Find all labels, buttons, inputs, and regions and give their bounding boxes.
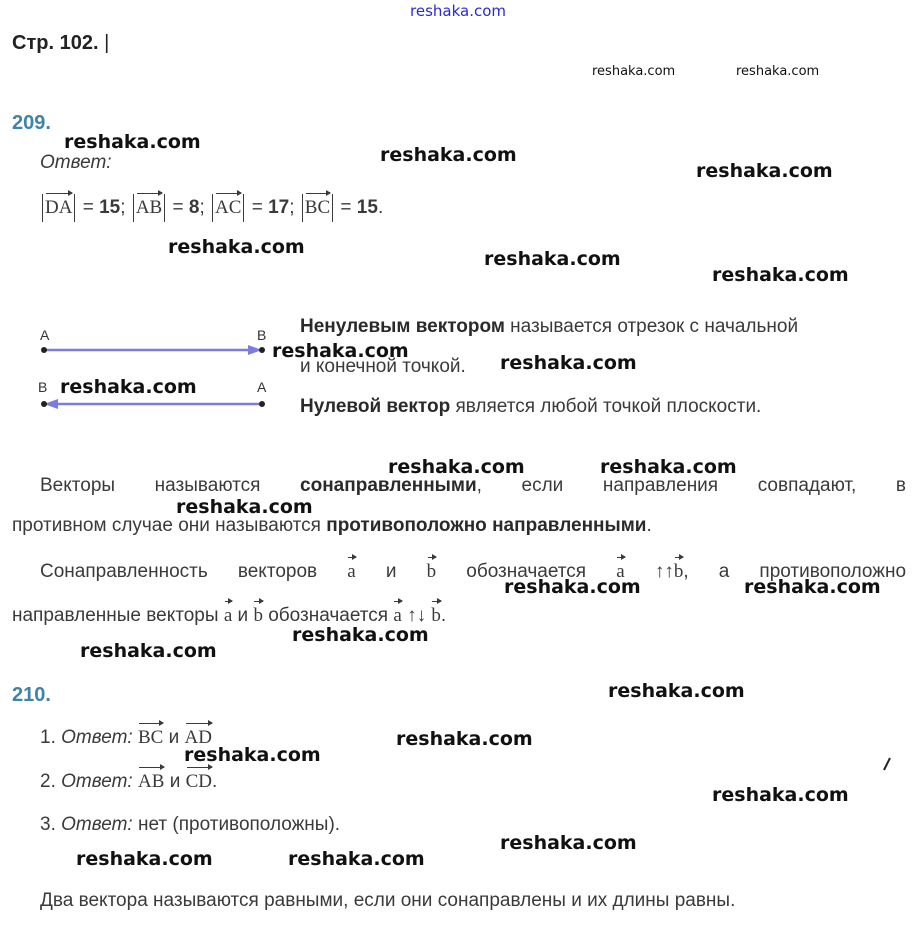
watermark: reshaka.com xyxy=(272,340,409,362)
vector-diagram xyxy=(30,320,280,420)
watermark: reshaka.com xyxy=(184,744,321,766)
codirectional-symbol: ↑↑ xyxy=(654,561,674,582)
vector-b: b xyxy=(427,554,437,581)
watermark: reshaka.com xyxy=(500,832,637,854)
watermark: reshaka.com xyxy=(504,576,641,598)
watermark: reshaka.com xyxy=(712,264,849,286)
watermark: reshaka.com xyxy=(396,728,533,750)
watermark: reshaka.com xyxy=(736,64,820,79)
watermark: reshaka.com xyxy=(696,160,833,182)
watermark: reshaka.com xyxy=(608,680,745,702)
point-a-top xyxy=(41,347,47,353)
watermark: reshaka.com xyxy=(288,848,425,870)
notation-line2: направленные векторы a и b обозначается a ↑↓ b. xyxy=(12,596,906,636)
opposite-symbol: ↑↓ xyxy=(407,605,427,626)
point-b-bottom xyxy=(41,401,47,407)
label-a-bottom: A xyxy=(257,379,267,395)
site-header-link[interactable]: reshaka.com xyxy=(410,2,506,20)
nonzero-vector-definition-cont: и конечной точкой. xyxy=(300,356,466,377)
watermark: reshaka.com xyxy=(600,456,737,478)
watermark: reshaka.com xyxy=(64,131,201,153)
task-number-210: 210. xyxy=(12,684,51,706)
watermark: reshaka.com xyxy=(388,456,525,478)
watermark: reshaka.com xyxy=(60,376,197,398)
watermark: reshaka.com xyxy=(380,144,517,166)
task210-answer-1: 1. Ответ: BC и AD xyxy=(40,720,212,749)
vector-a: a xyxy=(347,554,355,581)
watermark: reshaka.com xyxy=(744,576,881,598)
equal-vectors-definition: Два вектора называются равными, если они сонаправлены и их длины равны. xyxy=(40,890,736,911)
label-a-top: A xyxy=(40,327,50,343)
vector-length-bc: BC = 15. xyxy=(300,197,383,218)
answer-label: Ответ: xyxy=(40,152,112,173)
watermark: reshaka.com xyxy=(168,236,305,258)
vector-length-da: DA = 15; xyxy=(40,197,126,218)
watermark: reshaka.com xyxy=(712,784,849,806)
point-b-top xyxy=(259,347,265,353)
watermark: reshaka.com xyxy=(76,848,213,870)
nonzero-vector-definition: Ненулевым вектором называется отрезок с начальной xyxy=(300,316,799,337)
vector-length-ac: AC = 17; xyxy=(210,197,294,218)
watermark: reshaka.com xyxy=(80,640,217,662)
watermark: reshaka.com xyxy=(292,624,429,646)
watermark: reshaka.com xyxy=(500,352,637,374)
codirectional-definition-line1: Векторы называются сонаправленными, если направления совпадают, в xyxy=(40,475,906,496)
task-number-209: 209. xyxy=(12,112,51,134)
task210-answer-3: 3. Ответ: нет (противоположны). xyxy=(40,814,341,835)
vector-lengths-line xyxy=(40,190,383,222)
page-reference: Стр. 102. | xyxy=(12,32,110,54)
watermark: reshaka.com xyxy=(484,248,621,270)
task210-answer-2: 2. Ответ: AB и CD. xyxy=(40,764,217,793)
zero-vector-definition: Нулевой вектор является любой точкой плоскости. xyxy=(300,396,762,417)
vector-length-ab: AB = 8; xyxy=(131,197,205,218)
notation-line1: Сонаправленность векторов a и b обозначается a ↑↑b, а противоположно xyxy=(40,552,906,592)
stray-mark-icon xyxy=(880,756,894,772)
point-a-bottom xyxy=(259,401,265,407)
label-b-bottom: B xyxy=(38,379,48,395)
label-b-top: B xyxy=(257,327,267,343)
watermark: reshaka.com xyxy=(592,64,676,79)
codirectional-definition-line2: противном случае они называются противоположно направленными. xyxy=(12,515,652,536)
watermark: reshaka.com xyxy=(176,496,313,518)
